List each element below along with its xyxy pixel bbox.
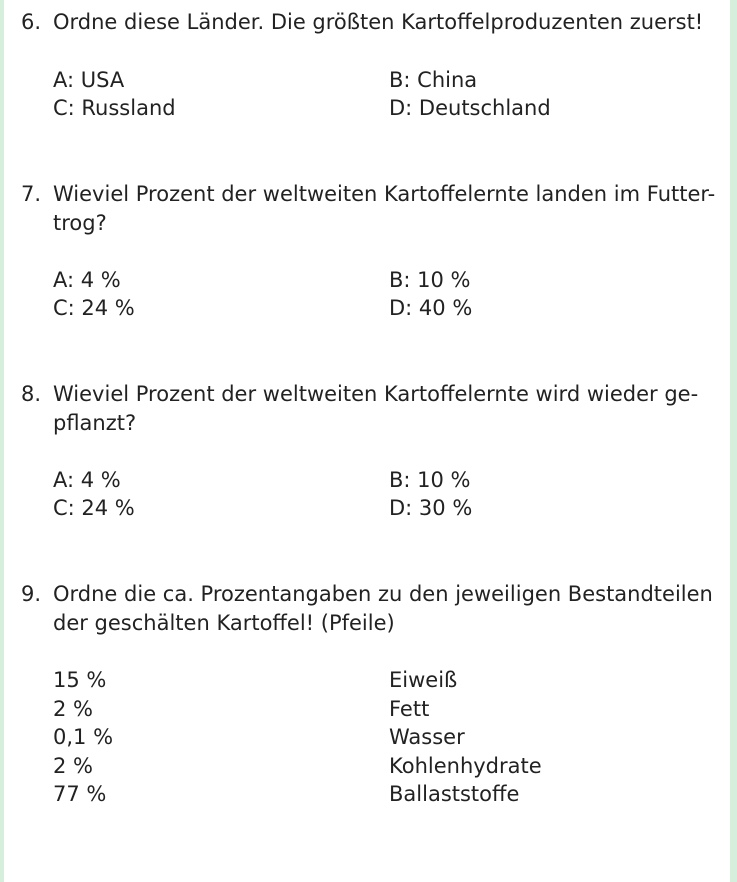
- question-number: 6.: [21, 10, 42, 34]
- component-item: Eiweiß: [389, 668, 458, 692]
- option-a: A: USA: [53, 68, 125, 92]
- option-b: B: 10 %: [389, 268, 471, 292]
- option-c: C: Russland: [53, 96, 176, 120]
- question-line: Ordne diese Länder. Die größten Kartoffelproduzenten zuerst!: [53, 10, 704, 34]
- left-border-stripe: [0, 0, 4, 882]
- question-line: trog?: [53, 211, 107, 235]
- option-c: C: 24 %: [53, 296, 135, 320]
- component-item: Fett: [389, 697, 430, 721]
- percentage-item: 2 %: [53, 697, 93, 721]
- percentage-item: 77 %: [53, 782, 107, 806]
- question-line: pflanzt?: [53, 411, 137, 435]
- option-b: B: 10 %: [389, 468, 471, 492]
- question-number: 9.: [21, 582, 42, 606]
- right-border-stripe: [730, 0, 737, 882]
- question-number: 8.: [21, 382, 42, 406]
- question-line: der geschälten Kartoffel! (Pfeile): [53, 611, 395, 635]
- option-d: D: 40 %: [389, 296, 473, 320]
- question-line: Wieviel Prozent der weltweiten Kartoffelernte landen im Futter-: [53, 182, 716, 206]
- component-item: Kohlenhydrate: [389, 754, 542, 778]
- question-text: [53, 8, 713, 37]
- percentage-item: 2 %: [53, 754, 93, 778]
- option-a: A: 4 %: [53, 468, 121, 492]
- component-item: Wasser: [389, 725, 465, 749]
- question-line: Wieviel Prozent der weltweiten Kartoffelernte wird wieder ge-: [53, 382, 699, 406]
- percentage-item: 15 %: [53, 668, 107, 692]
- option-a: A: 4 %: [53, 268, 121, 292]
- question-text: [53, 580, 713, 638]
- option-d: D: 30 %: [389, 496, 473, 520]
- question-line: Ordne die ca. Prozentangaben zu den jeweiligen Bestandteilen: [53, 582, 713, 606]
- question-text: [53, 180, 716, 238]
- percentage-item: 0,1 %: [53, 725, 114, 749]
- option-c: C: 24 %: [53, 496, 135, 520]
- component-item: Ballaststoffe: [389, 782, 520, 806]
- option-d: D: Deutschland: [389, 96, 551, 120]
- question-text: [53, 380, 713, 438]
- question-number: 7.: [21, 182, 42, 206]
- option-b: B: China: [389, 68, 478, 92]
